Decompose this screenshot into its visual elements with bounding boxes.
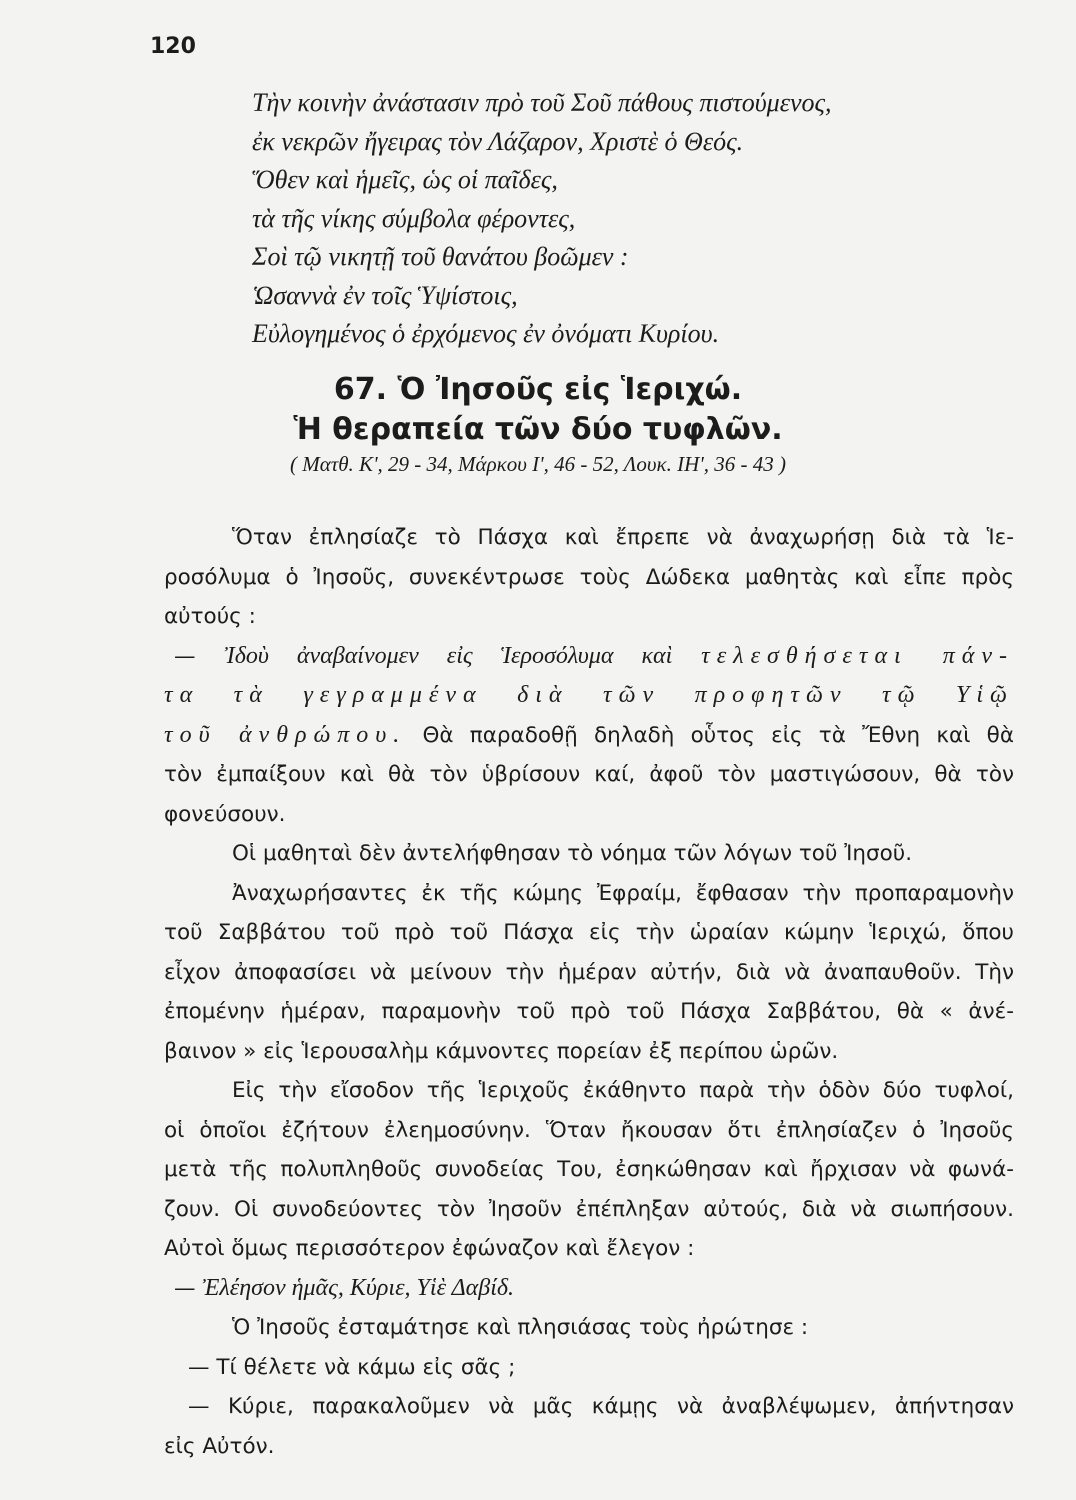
text-line: ροσόλυμα ὁ Ἰησοῦς, συνεκέντρωσε τοὺς Δώδεκα μαθητὰς καὶ εἶπε πρὸς	[164, 564, 1014, 590]
text-line: βαινον » εἰς Ἱερουσαλὴμ κάμνοντες πορείαν ἐξ περίπου ὡρῶν.	[164, 1038, 839, 1064]
hymn-verse	[252, 84, 832, 354]
dialogue-line	[164, 1269, 1014, 1309]
em-dash: —	[174, 1275, 196, 1301]
text-line: Ἀναχωρήσαντες ἐκ τῆς κώμης Ἐφραίμ, ἔφθασαν τὴν προπαραμονὴν	[232, 880, 1014, 906]
dialogue-italic: Ἐλέησον ἡμᾶς, Κύριε, Υἱὲ Δαβίδ.	[202, 1274, 515, 1301]
hymn-line: Εὐλογημένος ὁ ἐρχόμενος ἐν ὀνόματι Κυρίου.	[252, 319, 720, 348]
text-line: Ὅταν ἐπλησίαζε τὸ Πάσχα καὶ ἔπρεπε νὰ ἀναχωρήσῃ διὰ τὰ Ἱε-	[232, 525, 1014, 550]
dialogue-line: — Τί θέλετε νὰ κάμω εἰς σᾶς ;	[188, 1354, 516, 1380]
quote-italic: Ἰδοὺ ἀναβαίνομεν εἰς Ἱεροσόλυμα καὶ	[224, 642, 673, 669]
hymn-line: Σοὶ τῷ νικητῇ τοῦ θανάτου βοῶμεν :	[252, 242, 629, 271]
hymn-line: τὰ τῆς νίκης σύμβολα φέροντες,	[252, 203, 576, 233]
hymn-line: Ὅθεν καὶ ἡμεῖς, ὡς οἱ παῖδες,	[252, 165, 558, 194]
page-number: 120	[150, 34, 196, 59]
text-line: Οἱ μαθηταὶ δὲν ἀντελήφθησαν τὸ νόημα τῶν λόγων τοῦ Ἰησοῦ.	[232, 841, 913, 866]
chapter-subtitle: Ἡ θεραπεία τῶν δύο τυφλῶν.	[293, 412, 783, 447]
quote-spaced: τοῦ ἀνθρώπου.	[164, 721, 407, 748]
text-line: Εἰς τὴν εἴσοδον τῆς Ἱεριχοῦς ἐκάθηντο παρὰ τὴν ὁδὸν δύο τυφλοί,	[232, 1078, 1014, 1103]
body-text	[164, 518, 1014, 1466]
quote-spaced: τελεσθήσεται πάν-	[701, 642, 1014, 669]
text-line: ζουν. Οἱ συνοδεύοντες τὸν Ἰησοῦν ἐπέπληξαν αὐτούς, διὰ νὰ σιωπήσουν.	[164, 1196, 1014, 1222]
text-line: μετὰ τῆς πολυπληθοῦς συνοδείας Του, ἐσηκώθησαν καὶ ἤρχισαν νὰ φωνά-	[164, 1157, 1014, 1182]
quote-line	[164, 676, 1014, 716]
text-line: ἐπομένην ἡμέραν, παραμονὴν τοῦ πρὸ τοῦ Πάσχα Σαββάτου, θὰ « ἀνέ-	[164, 999, 1014, 1024]
text-line: Ὁ Ἰησοῦς ἐσταμάτησε καὶ πλησιάσας τοὺς ἠρώτησε :	[232, 1315, 809, 1340]
text-line: Αὐτοὶ ὅμως περισσότερον ἐφώναζον καὶ ἔλεγον :	[164, 1236, 695, 1261]
hymn-line: ἐκ νεκρῶν ἤγειρας τὸν Λάζαρον, Χριστὲ ὁ Θεός.	[252, 126, 744, 156]
text-line: τὸν ἐμπαίξουν καὶ θὰ τὸν ὑβρίσουν καί, ἀφοῦ τὸν μαστιγώσουν, θὰ τὸν	[164, 762, 1014, 787]
text-line: εἶχον ἀποφασίσει νὰ μείνουν τὴν ἡμέραν αὐτήν, διὰ νὰ ἀναπαυθοῦν. Τὴν	[164, 959, 1014, 985]
quote-line	[164, 637, 1014, 677]
hymn-line: Τὴν κοινὴν ἀνάστασιν πρὸ τοῦ Σοῦ πάθους πιστούμενος,	[252, 88, 832, 117]
text-line: φονεύσουν.	[164, 801, 286, 827]
em-dash: —	[174, 643, 196, 669]
scripture-references: ( Ματθ. Κ', 29 - 34, Μάρκου Ι', 46 - 52, Λουκ. ΙΗ', 36 - 43 )	[289, 452, 787, 476]
text-line: αὐτούς :	[164, 604, 256, 629]
quote-line	[164, 716, 1014, 756]
dialogue-line: — Κύριε, παρακαλοῦμεν νὰ μᾶς κάμῃς νὰ ἀναβλέψωμεν, ἀπήντησαν	[188, 1394, 1014, 1419]
chapter-title: 67. Ὁ Ἰησοῦς εἰς Ἱεριχώ.	[333, 372, 743, 407]
text-run: Θὰ παραδοθῇ δηλαδὴ οὗτος εἰς τὰ Ἔθνη καὶ θὰ	[422, 722, 1014, 748]
text-line: εἰς Αὐτόν.	[164, 1433, 275, 1459]
quote-spaced: τα τὰ γεγραμμένα διὰ τῶν προφητῶν τῷ Υἱῷ	[164, 682, 1014, 708]
hymn-line: Ὡσαννὰ ἐν τοῖς Ὑψίστοις,	[252, 280, 518, 310]
text-line: οἱ ὁποῖοι ἐζήτουν ἐλεημοσύνην. Ὅταν ἤκουσαν ὅτι ἐπλησίαζεν ὁ Ἰησοῦς	[164, 1117, 1014, 1143]
text-line: τοῦ Σαββάτου τοῦ πρὸ τοῦ Πάσχα εἰς τὴν ὡραίαν κώμην Ἱεριχώ, ὅπου	[164, 920, 1014, 945]
